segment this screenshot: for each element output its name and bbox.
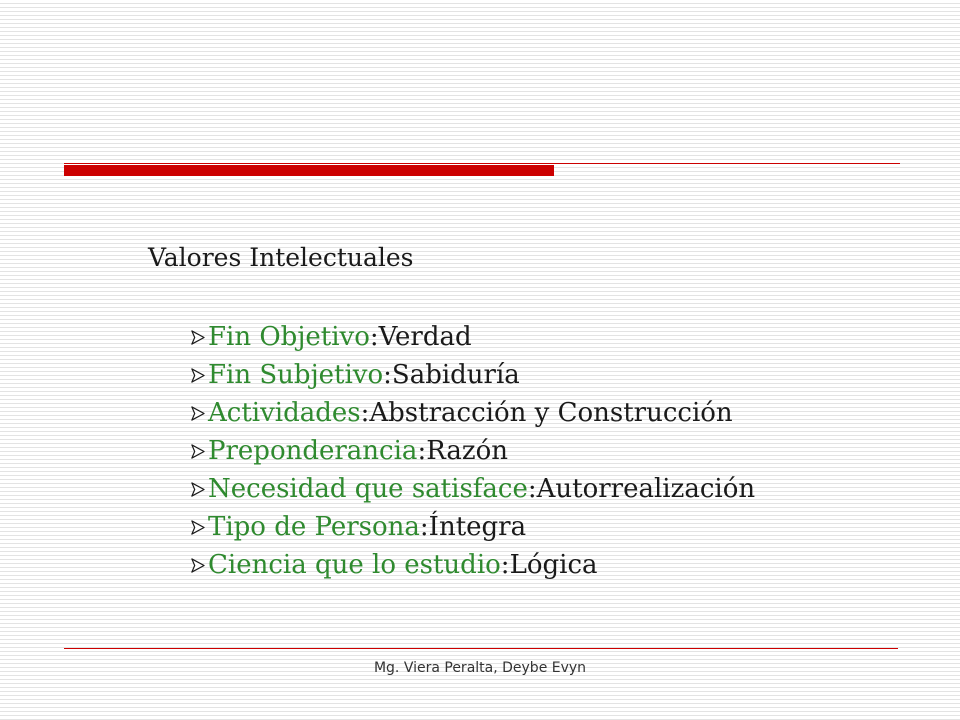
item-separator: : [419, 512, 429, 542]
item-value: Abstracción y Construcción [369, 398, 733, 428]
item-term: Ciencia que lo estudio [208, 550, 501, 580]
item-term: Fin Subjetivo [208, 360, 384, 390]
top-rule-thick [64, 165, 554, 176]
item-separator: : [360, 398, 370, 428]
list-item [190, 546, 755, 584]
item-separator: : [369, 322, 379, 352]
arrow-bullet-icon [190, 444, 205, 459]
arrow-bullet-icon [190, 558, 205, 573]
item-value: Razón [426, 436, 508, 466]
top-rule-thin [64, 163, 900, 164]
arrow-bullet-icon [190, 406, 205, 421]
list-item [190, 432, 755, 470]
item-value: Lógica [509, 550, 598, 580]
item-separator: : [417, 436, 427, 466]
arrow-bullet-icon [190, 482, 205, 497]
arrow-bullet-icon [190, 330, 205, 345]
item-term: Fin Objetivo [208, 322, 370, 352]
list-item [190, 394, 755, 432]
arrow-bullet-icon [190, 368, 205, 383]
values-list [190, 318, 755, 584]
item-term: Tipo de Persona [208, 512, 420, 542]
item-term: Preponderancia [208, 436, 418, 466]
slide-title: Valores Intelectuales [148, 243, 414, 272]
item-separator: : [383, 360, 392, 390]
item-value: Íntegra [428, 512, 527, 542]
item-value: Verdad [378, 322, 472, 352]
item-value: Sabiduría [391, 360, 520, 390]
item-separator: : [527, 474, 537, 504]
arrow-bullet-icon [190, 520, 205, 535]
bottom-rule [64, 648, 898, 649]
item-term: Actividades [208, 398, 361, 428]
item-term: Necesidad que satisface [208, 474, 528, 504]
list-item [190, 508, 755, 546]
footer-author: Mg. Viera Peralta, Deybe Evyn [373, 660, 587, 676]
item-value: Autorrealización [536, 474, 756, 504]
item-separator: : [500, 550, 510, 580]
list-item [190, 318, 755, 356]
list-item [190, 356, 755, 394]
list-item [190, 470, 755, 508]
